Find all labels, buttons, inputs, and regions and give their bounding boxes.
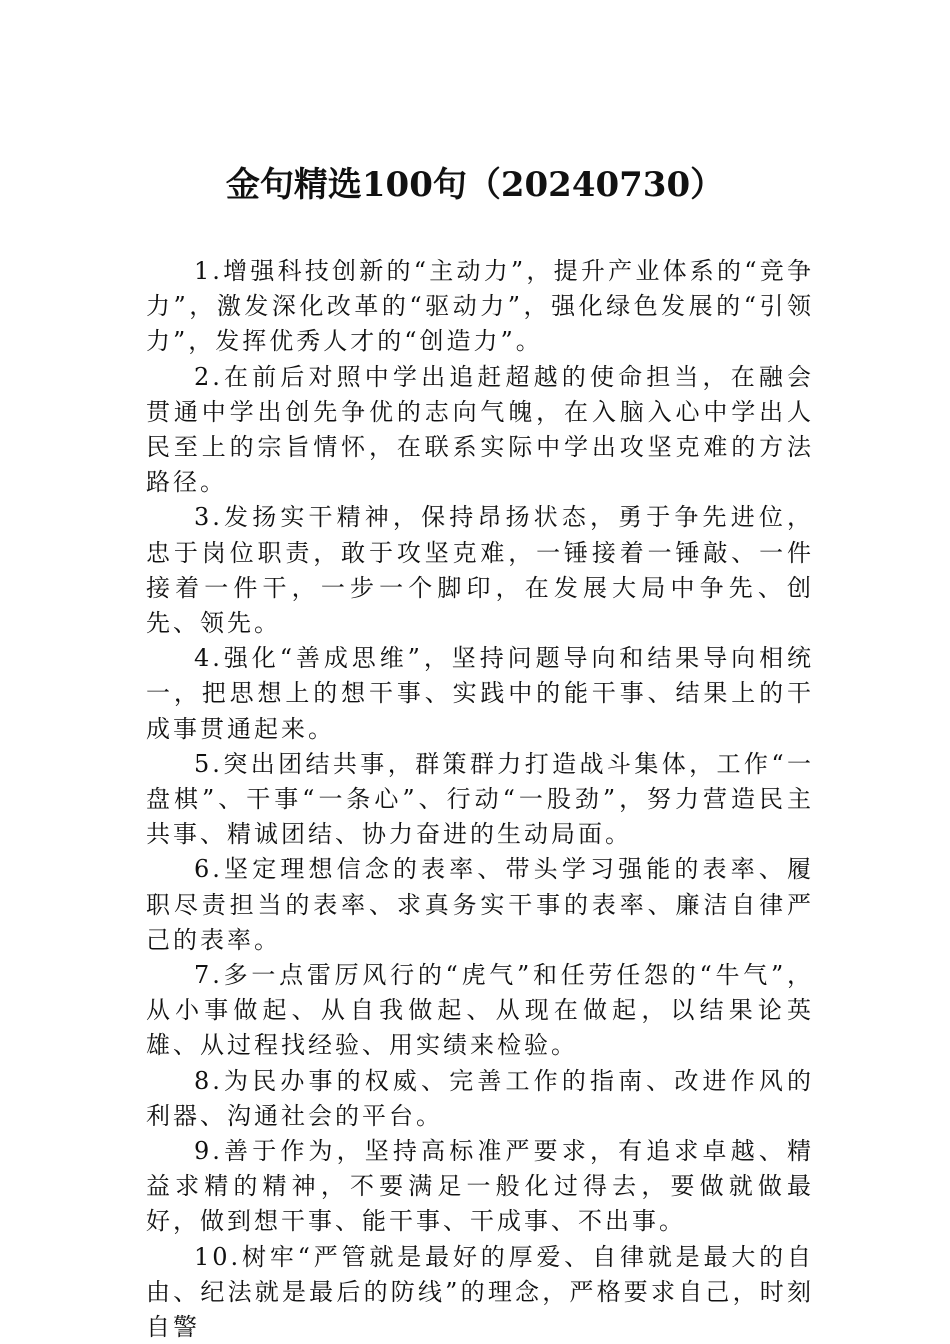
paragraph-9: 9.善于作为，坚持高标准严要求，有追求卓越、精益求精的精神，不要满足一般化过得去，要做就做最好，做到想干事、能干事、干成事、不出事。 (146, 1137, 814, 1236)
paragraph-7: 7.多一点雷厉风行的“虎气”和任劳任怨的“牛气”，从小事做起、从自我做起、从现在做起，以结果论英雄、从过程找经验、用实绩来检验。 (146, 961, 814, 1060)
paragraph-4: 4.强化“善成思维”，坚持问题导向和结果导向相统一，把思想上的想干事、实践中的能干事、结果上的干成事贯通起来。 (146, 644, 814, 743)
paragraph-3: 3.发扬实干精神，保持昂扬状态，勇于争先进位，忠于岗位职责，敢于攻坚克难，一锤接着一锤敲、一件接着一件干，一步一个脚印，在发展大局中争先、创先、领先。 (146, 503, 814, 638)
paragraph-6: 6.坚定理想信念的表率、带头学习强能的表率、履职尽责担当的表率、求真务实干事的表率、廉洁自律严己的表率。 (146, 855, 814, 954)
paragraph-10: 10.树牢“严管就是最好的厚爱、自律就是最大的自由、纪法就是最后的防线”的理念，严格要求自己，时刻自警 (146, 1242, 814, 1342)
paragraph-1: 1.增强科技创新的“主动力”，提升产业体系的“竞争力”，激发深化改革的“驱动力”，强化绿色发展的“引领力”，发挥优秀人才的“创造力”。 (146, 257, 814, 356)
document-body (146, 254, 814, 1344)
paragraph-2: 2.在前后对照中学出追赶超越的使命担当，在融会贯通中学出创先争优的志向气魄，在入脑入心中学出人民至上的宗旨情怀，在联系实际中学出攻坚克难的方法路径。 (146, 362, 814, 497)
document-title: 金句精选100句（20240730） (225, 165, 725, 205)
paragraph-5: 5.突出团结共事，群策群力打造战斗集体，工作“一盘棋”、干事“一条心”、行动“一股劲”，努力营造民主共事、精诚团结、协力奋进的生动局面。 (146, 749, 814, 849)
paragraph-8: 8.为民办事的权威、完善工作的指南、改进作风的利器、沟通社会的平台。 (146, 1066, 814, 1130)
